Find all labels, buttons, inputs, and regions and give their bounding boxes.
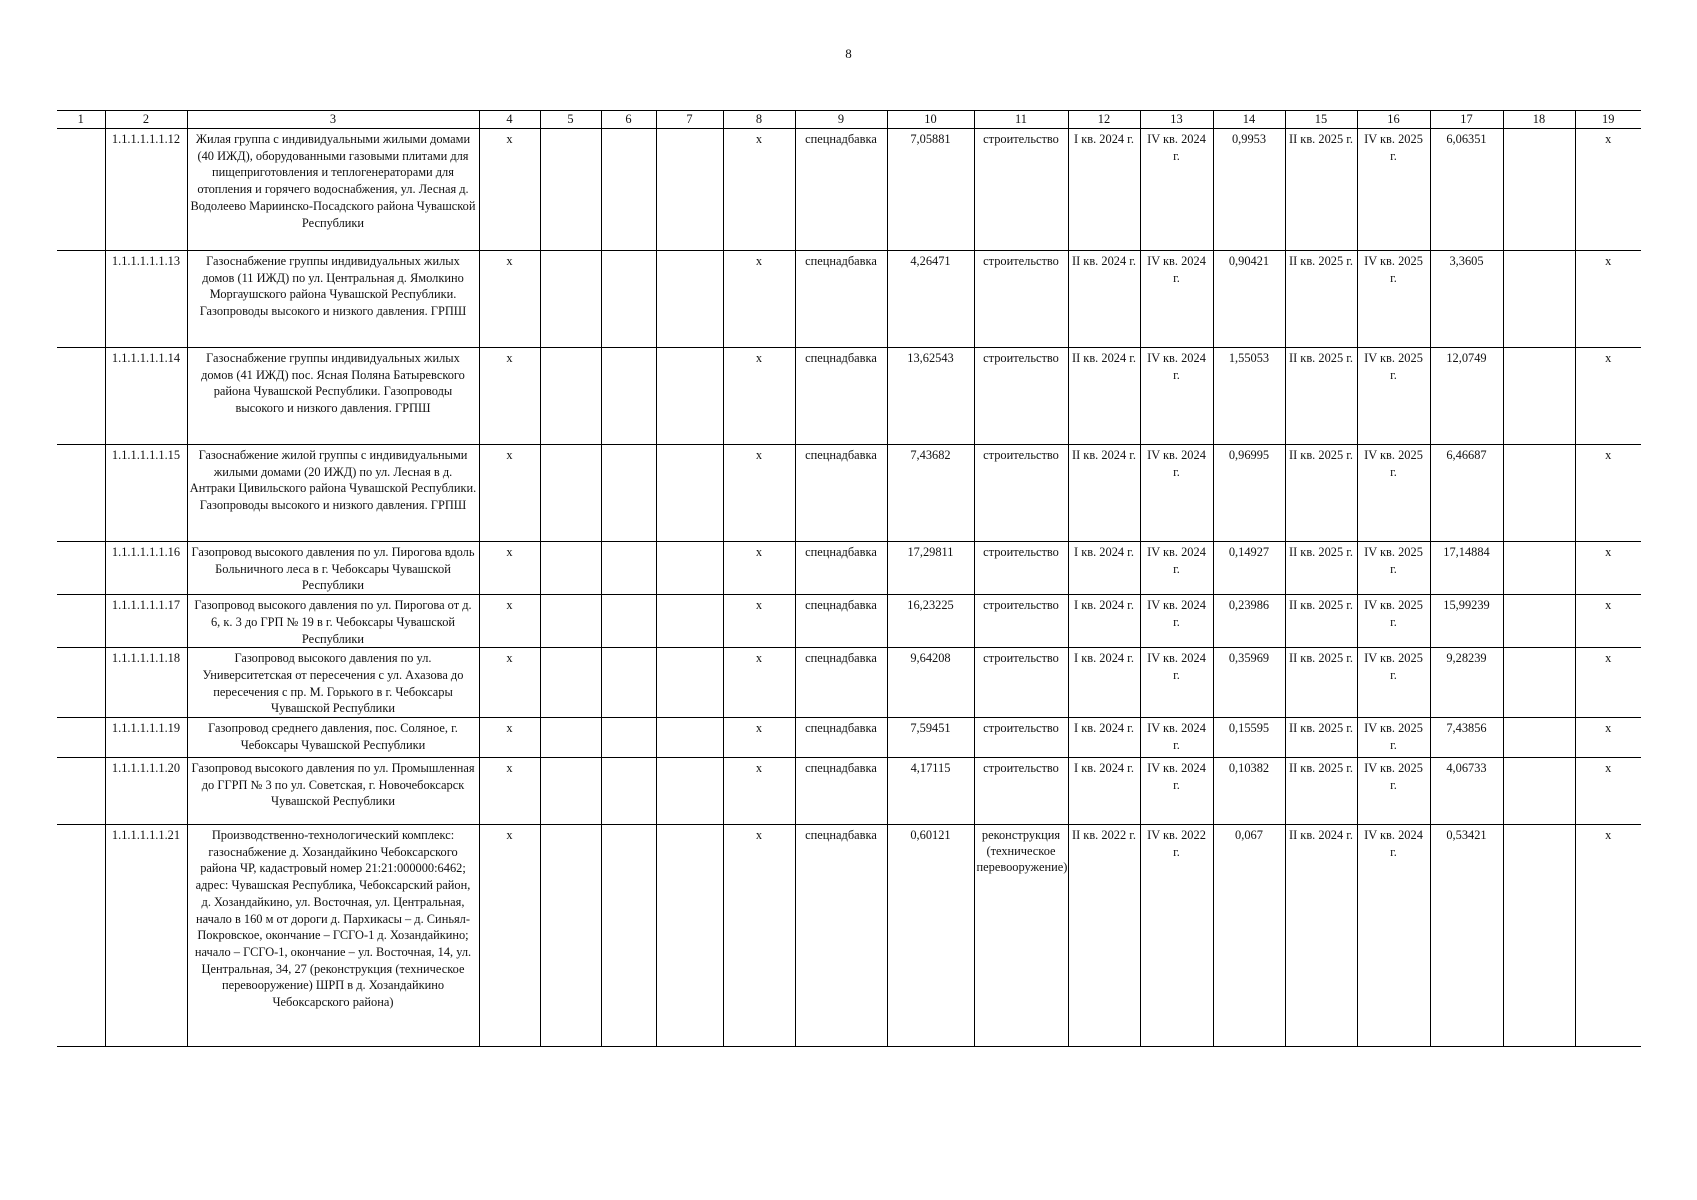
table-row <box>57 648 1641 718</box>
cell-col5 <box>540 348 601 445</box>
start-period: I кв. 2024 г. <box>1068 595 1140 648</box>
cell-col8: х <box>723 758 795 825</box>
object-name: Газоснабжение группы индивидуальных жилых домов (41 ИЖД) пос. Ясная Поляна Батыревского района Чувашской Республики. Газопроводы высокого и низкого давления. ГРПШ <box>187 348 479 445</box>
stage2-value: 17,14884 <box>1430 542 1503 595</box>
column-header: 17 <box>1430 111 1503 129</box>
cell-col1 <box>57 648 105 718</box>
row-code: 1.1.1.1.1.1.13 <box>105 251 187 348</box>
cell-col5 <box>540 718 601 758</box>
total-cost: 17,29811 <box>887 542 974 595</box>
row-code: 1.1.1.1.1.1.18 <box>105 648 187 718</box>
column-header: 7 <box>656 111 723 129</box>
cell-col1 <box>57 251 105 348</box>
end-period: IV кв. 2024 г. <box>1140 129 1213 251</box>
cell-col1 <box>57 758 105 825</box>
stage1-value: 0,96995 <box>1213 445 1285 542</box>
row-code: 1.1.1.1.1.1.21 <box>105 825 187 1047</box>
cell-col4: х <box>479 542 540 595</box>
cell-col18 <box>1503 758 1575 825</box>
object-name: Газопровод высокого давления по ул. Пирогова вдоль Больничного леса в г. Чебоксары Чувашской Республики <box>187 542 479 595</box>
start-period: I кв. 2024 г. <box>1068 129 1140 251</box>
cell-col5 <box>540 758 601 825</box>
stage2-end: IV кв. 2025 г. <box>1357 445 1430 542</box>
cell-col5 <box>540 251 601 348</box>
cell-col7 <box>656 542 723 595</box>
end-period: IV кв. 2022 г. <box>1140 825 1213 1047</box>
cell-col5 <box>540 648 601 718</box>
work-type: строительство <box>974 542 1068 595</box>
end-period: IV кв. 2024 г. <box>1140 595 1213 648</box>
cell-col6 <box>601 595 656 648</box>
cell-col18 <box>1503 348 1575 445</box>
work-type: строительство <box>974 445 1068 542</box>
funding-source: спецнадбавка <box>795 348 887 445</box>
column-header: 13 <box>1140 111 1213 129</box>
cell-col19: х <box>1575 758 1641 825</box>
end-period: IV кв. 2024 г. <box>1140 348 1213 445</box>
cell-col4: х <box>479 595 540 648</box>
cell-col6 <box>601 129 656 251</box>
stage2-end: IV кв. 2025 г. <box>1357 758 1430 825</box>
cell-col5 <box>540 129 601 251</box>
cell-col8: х <box>723 648 795 718</box>
cell-col18 <box>1503 718 1575 758</box>
stage1-value: 0,9953 <box>1213 129 1285 251</box>
funding-source: спецнадбавка <box>795 445 887 542</box>
stage1-value: 0,90421 <box>1213 251 1285 348</box>
stage2-start: II кв. 2024 г. <box>1285 825 1357 1047</box>
cell-col6 <box>601 445 656 542</box>
end-period: IV кв. 2024 г. <box>1140 251 1213 348</box>
stage2-start: II кв. 2025 г. <box>1285 251 1357 348</box>
end-period: IV кв. 2024 г. <box>1140 445 1213 542</box>
cell-col4: х <box>479 825 540 1047</box>
total-cost: 16,23225 <box>887 595 974 648</box>
stage2-start: II кв. 2025 г. <box>1285 348 1357 445</box>
start-period: II кв. 2024 г. <box>1068 251 1140 348</box>
cell-col7 <box>656 718 723 758</box>
stage2-end: IV кв. 2025 г. <box>1357 595 1430 648</box>
object-name: Газопровод среднего давления, пос. Соляное, г. Чебоксары Чувашской Республики <box>187 718 479 758</box>
column-header: 15 <box>1285 111 1357 129</box>
cell-col8: х <box>723 129 795 251</box>
object-name: Газопровод высокого давления по ул. Пирогова от д. 6, к. 3 до ГРП № 19 в г. Чебоксары Чувашской Республики <box>187 595 479 648</box>
cell-col8: х <box>723 542 795 595</box>
column-header: 14 <box>1213 111 1285 129</box>
end-period: IV кв. 2024 г. <box>1140 718 1213 758</box>
work-type: строительство <box>974 251 1068 348</box>
stage1-value: 0,15595 <box>1213 718 1285 758</box>
stage1-value: 0,067 <box>1213 825 1285 1047</box>
cell-col18 <box>1503 251 1575 348</box>
stage2-value: 12,0749 <box>1430 348 1503 445</box>
work-type: строительство <box>974 595 1068 648</box>
cell-col4: х <box>479 445 540 542</box>
total-cost: 13,62543 <box>887 348 974 445</box>
start-period: II кв. 2024 г. <box>1068 445 1140 542</box>
row-code: 1.1.1.1.1.1.19 <box>105 718 187 758</box>
cell-col5 <box>540 825 601 1047</box>
table-row <box>57 129 1641 251</box>
page-number: 8 <box>845 46 852 61</box>
cell-col7 <box>656 595 723 648</box>
funding-source: спецнадбавка <box>795 648 887 718</box>
start-period: II кв. 2022 г. <box>1068 825 1140 1047</box>
cell-col8: х <box>723 445 795 542</box>
work-type: строительство <box>974 718 1068 758</box>
work-type: реконструкция (техническое перевооружение) <box>974 825 1068 1047</box>
stage1-value: 0,35969 <box>1213 648 1285 718</box>
cell-col4: х <box>479 758 540 825</box>
stage2-end: IV кв. 2025 г. <box>1357 251 1430 348</box>
cell-col7 <box>656 758 723 825</box>
funding-source: спецнадбавка <box>795 595 887 648</box>
row-code: 1.1.1.1.1.1.14 <box>105 348 187 445</box>
object-name: Газоснабжение группы индивидуальных жилых домов (11 ИЖД) по ул. Центральная д. Ямолкино Моргаушского района Чувашской Республики. Газопроводы высокого и низкого давления. ГРПШ <box>187 251 479 348</box>
total-cost: 0,60121 <box>887 825 974 1047</box>
cell-col6 <box>601 251 656 348</box>
work-type: строительство <box>974 648 1068 718</box>
cell-col1 <box>57 129 105 251</box>
cell-col7 <box>656 129 723 251</box>
cell-col4: х <box>479 348 540 445</box>
cell-col7 <box>656 251 723 348</box>
object-name: Газоснабжение жилой группы с индивидуальными жилыми домами (20 ИЖД) по ул. Лесная в д. Антраки Цивильского района Чувашской Республики. Газопроводы высокого и низкого давления. ГРПШ <box>187 445 479 542</box>
stage2-end: IV кв. 2024 г. <box>1357 825 1430 1047</box>
stage2-value: 4,06733 <box>1430 758 1503 825</box>
stage1-value: 0,10382 <box>1213 758 1285 825</box>
work-type: строительство <box>974 348 1068 445</box>
cell-col8: х <box>723 595 795 648</box>
cell-col6 <box>601 718 656 758</box>
cell-col8: х <box>723 348 795 445</box>
cell-col6 <box>601 758 656 825</box>
cell-col18 <box>1503 129 1575 251</box>
cell-col19: х <box>1575 595 1641 648</box>
investment-program-table <box>57 110 1641 1047</box>
cell-col19: х <box>1575 445 1641 542</box>
start-period: I кв. 2024 г. <box>1068 648 1140 718</box>
funding-source: спецнадбавка <box>795 718 887 758</box>
stage2-start: II кв. 2025 г. <box>1285 718 1357 758</box>
column-header: 16 <box>1357 111 1430 129</box>
stage2-value: 9,28239 <box>1430 648 1503 718</box>
cell-col5 <box>540 595 601 648</box>
cell-col7 <box>656 825 723 1047</box>
cell-col19: х <box>1575 542 1641 595</box>
object-name: Газопровод высокого давления по ул. Промышленная до ГГРП № 3 по ул. Советская, г. Новочебоксарск Чувашской Республики <box>187 758 479 825</box>
column-header: 19 <box>1575 111 1641 129</box>
column-header: 1 <box>57 111 105 129</box>
cell-col7 <box>656 648 723 718</box>
column-header: 3 <box>187 111 479 129</box>
cell-col1 <box>57 542 105 595</box>
stage2-start: II кв. 2025 г. <box>1285 129 1357 251</box>
cell-col19: х <box>1575 718 1641 758</box>
funding-source: спецнадбавка <box>795 542 887 595</box>
work-type: строительство <box>974 758 1068 825</box>
stage2-value: 6,06351 <box>1430 129 1503 251</box>
stage2-end: IV кв. 2025 г. <box>1357 648 1430 718</box>
cell-col1 <box>57 595 105 648</box>
table-row <box>57 542 1641 595</box>
stage2-end: IV кв. 2025 г. <box>1357 542 1430 595</box>
cell-col4: х <box>479 251 540 348</box>
stage2-start: II кв. 2025 г. <box>1285 758 1357 825</box>
stage2-start: II кв. 2025 г. <box>1285 445 1357 542</box>
object-name: Жилая группа с индивидуальными жилыми домами (40 ИЖД), оборудованными газовыми плитами для пищеприготовления и теплогенераторами для отопления и горячего водоснабжения, ул. Лесная д. Водолеево Мариинско-Посадского района Чувашской Республики <box>187 129 479 251</box>
total-cost: 7,43682 <box>887 445 974 542</box>
object-name: Производственно-технологический комплекс: газоснабжение д. Хозандайкино Чебоксарского района ЧР, кадастровый номер 21:21:000000:6462; адрес: Чувашская Республика, Чебоксарский район, д. Хозандайкино, ул. Восточная, ул. Центральная, начало в 160 м от дороги д. Пархикасы – д. Синьял-Покровское, окончание – ГСГО-1 д. Хозандайкино; начало – ГСГО-1, окончание – ул. Восточная, 14, ул. Центральная, 34, 27 (реконструкция (техническое перевооружение) ШРП в д. Хозандайкино Чебоксарского района) <box>187 825 479 1047</box>
table-row <box>57 825 1641 1047</box>
table-row <box>57 758 1641 825</box>
cell-col1 <box>57 348 105 445</box>
cell-col18 <box>1503 445 1575 542</box>
cell-col7 <box>656 445 723 542</box>
table-row <box>57 718 1641 758</box>
cell-col19: х <box>1575 251 1641 348</box>
cell-col6 <box>601 825 656 1047</box>
column-header: 4 <box>479 111 540 129</box>
table-row <box>57 445 1641 542</box>
stage2-value: 3,3605 <box>1430 251 1503 348</box>
cell-col4: х <box>479 129 540 251</box>
cell-col6 <box>601 648 656 718</box>
stage2-start: II кв. 2025 г. <box>1285 542 1357 595</box>
cell-col8: х <box>723 825 795 1047</box>
cell-col18 <box>1503 648 1575 718</box>
cell-col5 <box>540 445 601 542</box>
cell-col18 <box>1503 825 1575 1047</box>
cell-col6 <box>601 542 656 595</box>
row-code: 1.1.1.1.1.1.15 <box>105 445 187 542</box>
funding-source: спецнадбавка <box>795 825 887 1047</box>
column-header: 18 <box>1503 111 1575 129</box>
stage1-value: 0,14927 <box>1213 542 1285 595</box>
cell-col19: х <box>1575 648 1641 718</box>
table-row <box>57 595 1641 648</box>
cell-col19: х <box>1575 129 1641 251</box>
column-header: 12 <box>1068 111 1140 129</box>
column-header: 5 <box>540 111 601 129</box>
column-header: 11 <box>974 111 1068 129</box>
cell-col19: х <box>1575 825 1641 1047</box>
cell-col1 <box>57 445 105 542</box>
cell-col18 <box>1503 542 1575 595</box>
total-cost: 9,64208 <box>887 648 974 718</box>
end-period: IV кв. 2024 г. <box>1140 648 1213 718</box>
table-row <box>57 348 1641 445</box>
column-header: 2 <box>105 111 187 129</box>
cell-col18 <box>1503 595 1575 648</box>
cell-col7 <box>656 348 723 445</box>
cell-col1 <box>57 825 105 1047</box>
cell-col8: х <box>723 718 795 758</box>
end-period: IV кв. 2024 г. <box>1140 542 1213 595</box>
total-cost: 4,17115 <box>887 758 974 825</box>
object-name: Газопровод высокого давления по ул. Университетская от пересечения с ул. Ахазова до пересечения с пр. М. Горького в г. Чебоксары Чувашской Республики <box>187 648 479 718</box>
stage2-value: 0,53421 <box>1430 825 1503 1047</box>
stage1-value: 1,55053 <box>1213 348 1285 445</box>
row-code: 1.1.1.1.1.1.20 <box>105 758 187 825</box>
row-code: 1.1.1.1.1.1.12 <box>105 129 187 251</box>
stage2-value: 6,46687 <box>1430 445 1503 542</box>
table-row <box>57 251 1641 348</box>
cell-col19: х <box>1575 348 1641 445</box>
total-cost: 7,59451 <box>887 718 974 758</box>
row-code: 1.1.1.1.1.1.17 <box>105 595 187 648</box>
stage2-start: II кв. 2025 г. <box>1285 595 1357 648</box>
column-header: 10 <box>887 111 974 129</box>
stage2-end: IV кв. 2025 г. <box>1357 129 1430 251</box>
column-header: 6 <box>601 111 656 129</box>
cell-col4: х <box>479 718 540 758</box>
start-period: II кв. 2024 г. <box>1068 348 1140 445</box>
stage2-value: 7,43856 <box>1430 718 1503 758</box>
total-cost: 7,05881 <box>887 129 974 251</box>
row-code: 1.1.1.1.1.1.16 <box>105 542 187 595</box>
start-period: I кв. 2024 г. <box>1068 718 1140 758</box>
start-period: I кв. 2024 г. <box>1068 758 1140 825</box>
column-header: 8 <box>723 111 795 129</box>
work-type: строительство <box>974 129 1068 251</box>
stage2-value: 15,99239 <box>1430 595 1503 648</box>
cell-col4: х <box>479 648 540 718</box>
column-number-header-row <box>57 111 1641 129</box>
column-header: 9 <box>795 111 887 129</box>
end-period: IV кв. 2024 г. <box>1140 758 1213 825</box>
cell-col1 <box>57 718 105 758</box>
cell-col6 <box>601 348 656 445</box>
stage2-end: IV кв. 2025 г. <box>1357 718 1430 758</box>
start-period: I кв. 2024 г. <box>1068 542 1140 595</box>
stage2-end: IV кв. 2025 г. <box>1357 348 1430 445</box>
funding-source: спецнадбавка <box>795 758 887 825</box>
cell-col5 <box>540 542 601 595</box>
funding-source: спецнадбавка <box>795 129 887 251</box>
total-cost: 4,26471 <box>887 251 974 348</box>
funding-source: спецнадбавка <box>795 251 887 348</box>
cell-col8: х <box>723 251 795 348</box>
stage1-value: 0,23986 <box>1213 595 1285 648</box>
stage2-start: II кв. 2025 г. <box>1285 648 1357 718</box>
